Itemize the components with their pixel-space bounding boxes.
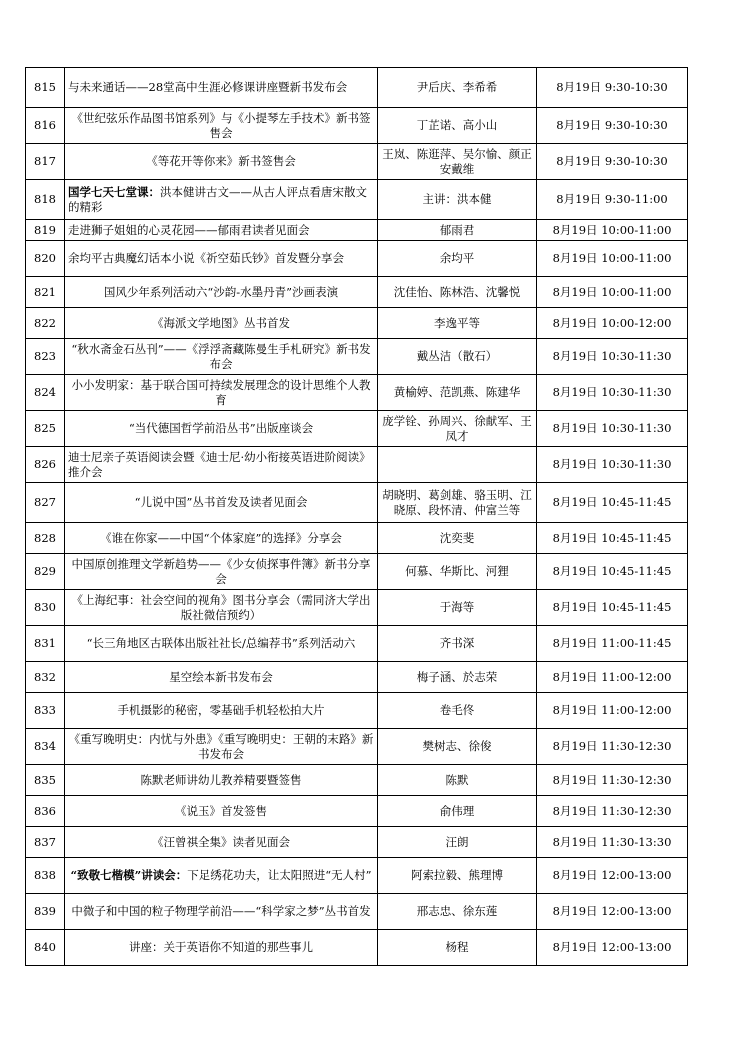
event-title: [65, 523, 378, 554]
event-number: 817: [26, 144, 65, 180]
event-speakers: 阿索拉毅、熊理博: [378, 858, 537, 894]
event-time: 8月19日 10:00-11:00: [537, 277, 688, 308]
event-time: 8月19日 11:30-12:30: [537, 796, 688, 827]
event-number: 818: [26, 180, 65, 220]
event-title-text: 讲座：关于英语你不知道的那些事儿: [129, 940, 313, 954]
event-title: [65, 220, 378, 241]
event-title: [65, 894, 378, 930]
event-title-text: 迪士尼亲子英语阅读会暨《迪士尼·幼小衔接英语进阶阅读》推介会: [68, 449, 371, 479]
event-number: 837: [26, 827, 65, 858]
event-title: [65, 590, 378, 626]
event-series-label: “致敬七楷模”讲读会：: [70, 868, 188, 882]
event-speakers: 汪朗: [378, 827, 537, 858]
event-title: [65, 375, 378, 411]
table-row: [26, 796, 688, 827]
table-row: [26, 590, 688, 626]
event-title: [65, 796, 378, 827]
event-number: 821: [26, 277, 65, 308]
event-speakers: 尹后庆、李希希: [378, 68, 537, 108]
event-speakers: 庞学铨、孙周兴、徐献军、王凤才: [378, 411, 537, 447]
event-number: 833: [26, 693, 65, 729]
event-speakers: 陈默: [378, 765, 537, 796]
event-title: [65, 68, 378, 108]
event-title-text: 《世纪弦乐作品图书馆系列》与《小提琴左手技术》新书签售会: [71, 110, 371, 140]
event-speakers: 沈奕斐: [378, 523, 537, 554]
event-number: 820: [26, 241, 65, 277]
event-speakers: 胡晓明、葛剑雄、骆玉明、江晓原、段怀清、仲富兰等: [378, 483, 537, 523]
event-series-label: 国学七天七堂课：: [68, 184, 160, 199]
event-title-text: 星空绘本新书发布会: [169, 669, 273, 684]
event-time: 8月19日 12:00-13:00: [537, 930, 688, 966]
table-row: [26, 308, 688, 339]
table-row: [26, 180, 688, 220]
event-time: 8月19日 12:00-13:00: [537, 894, 688, 930]
event-speakers: 梅子涵、於志荣: [378, 662, 537, 693]
event-speakers: 王岚、陈逛萍、吴尔愉、颜正安戴维: [378, 144, 537, 180]
event-schedule-table: [25, 67, 688, 966]
event-title-text: 中微子和中国的粒子物理学前沿——“科学家之梦”丛书首发: [71, 904, 371, 918]
event-time: 8月19日 11:30-12:30: [537, 765, 688, 796]
event-title: [65, 483, 378, 523]
event-time: 8月19日 10:30-11:30: [537, 375, 688, 411]
event-time: 8月19日 11:30-13:30: [537, 827, 688, 858]
table-row: [26, 729, 688, 765]
event-time: 8月19日 10:45-11:45: [537, 483, 688, 523]
event-number: 815: [26, 68, 65, 108]
event-title-text: 余均平古典魔幻话本小说《祈空茹氏钞》首发暨分享会: [68, 251, 344, 265]
event-time: 8月19日 9:30-10:30: [537, 108, 688, 144]
table-row: [26, 277, 688, 308]
event-speakers: 俞伟理: [378, 796, 537, 827]
event-time: 8月19日 11:00-11:45: [537, 626, 688, 662]
event-title-text: “秋水斋金石丛刊”——《浮浮斋藏陈曼生手札研究》新书发布会: [71, 341, 371, 371]
event-time: 8月19日 9:30-10:30: [537, 144, 688, 180]
table-row: [26, 662, 688, 693]
event-title-text: “当代德国哲学前沿丛书”出版座谈会: [128, 421, 314, 435]
event-speakers: 樊树志、徐俊: [378, 729, 537, 765]
event-title-text: 陈默老师讲幼儿教养精要暨签售: [140, 772, 302, 787]
event-title-text: 《等花开等你来》新书签售会: [146, 154, 296, 168]
event-title: [65, 827, 378, 858]
event-number: 826: [26, 447, 65, 483]
event-title: [65, 765, 378, 796]
table-row: [26, 108, 688, 144]
event-time: 8月19日 9:30-10:30: [537, 68, 688, 108]
event-number: 834: [26, 729, 65, 765]
event-speakers: 杨程: [378, 930, 537, 966]
table-row: [26, 827, 688, 858]
event-speakers: 齐书深: [378, 626, 537, 662]
table-row: [26, 483, 688, 523]
event-number: 825: [26, 411, 65, 447]
table-row: [26, 523, 688, 554]
event-time: 8月19日 11:00-12:00: [537, 693, 688, 729]
event-title-text: 下足绣花功夫，让太阳照进“无人村”: [187, 868, 372, 882]
event-number: 835: [26, 765, 65, 796]
event-number: 830: [26, 590, 65, 626]
table-row: [26, 220, 688, 241]
event-number: 816: [26, 108, 65, 144]
table-row: [26, 765, 688, 796]
event-title-text: 走进狮子姐姐的心灵花园——郁雨君读者见面会: [68, 222, 310, 237]
event-title-text: 中国原创推理文学新趋势——《少女侦探事件簿》新书分享会: [71, 556, 371, 586]
event-title: [65, 144, 378, 180]
event-title: [65, 180, 378, 220]
event-speakers: 沈佳怡、陈林浩、沈馨悦: [378, 277, 537, 308]
table-row: [26, 693, 688, 729]
event-speakers: 戴丛洁（散石）: [378, 339, 537, 375]
event-speakers: 邢志忠、徐东莲: [378, 894, 537, 930]
event-title: [65, 693, 378, 729]
event-time: 8月19日 10:30-11:30: [537, 447, 688, 483]
event-title-text: 《汪曾祺全集》读者见面会: [152, 834, 290, 849]
event-title: [65, 626, 378, 662]
event-time: 8月19日 10:30-11:30: [537, 339, 688, 375]
event-title-text: 与未来通话——28堂高中生涯必修课讲座暨新书发布会: [68, 80, 348, 94]
event-number: 829: [26, 554, 65, 590]
event-time: 8月19日 11:30-12:30: [537, 729, 688, 765]
event-title-text: “儿说中国”丛书首发及读者见面会: [134, 495, 308, 509]
event-speakers: 丁芷诺、高小山: [378, 108, 537, 144]
event-speakers: 郁雨君: [378, 220, 537, 241]
event-title: [65, 411, 378, 447]
event-number: 832: [26, 662, 65, 693]
event-speakers: 于海等: [378, 590, 537, 626]
table-row: [26, 554, 688, 590]
event-title: [65, 108, 378, 144]
event-title-text: 《海派文学地图》丛书首发: [152, 315, 290, 330]
event-time: 8月19日 10:30-11:30: [537, 411, 688, 447]
event-number: 831: [26, 626, 65, 662]
event-title-text: “长三角地区古联体出版社社长/总编荐书”系列活动六: [86, 636, 356, 650]
event-speakers: [378, 447, 537, 483]
event-title: [65, 858, 378, 894]
event-number: 840: [26, 930, 65, 966]
event-title-text: 小小发明家：基于联合国可持续发展理念的设计思维个人教育: [71, 377, 371, 407]
event-time: 8月19日 9:30-11:00: [537, 180, 688, 220]
event-title: [65, 339, 378, 375]
table-row: [26, 930, 688, 966]
table-row: [26, 626, 688, 662]
event-time: 8月19日 11:00-12:00: [537, 662, 688, 693]
event-number: 836: [26, 796, 65, 827]
table-row: [26, 858, 688, 894]
event-number: 827: [26, 483, 65, 523]
event-speakers: 何慕、华斯比、河狸: [378, 554, 537, 590]
table-row: [26, 447, 688, 483]
table-row: [26, 144, 688, 180]
event-title: [65, 277, 378, 308]
event-time: 8月19日 10:00-11:00: [537, 220, 688, 241]
event-speakers: 主讲：洪本健: [378, 180, 537, 220]
event-time: 8月19日 10:45-11:45: [537, 590, 688, 626]
event-title-text: 《重写晚明史：内忧与外患》《重写晚明史：王朝的末路》新书发布会: [68, 731, 374, 761]
event-rows: [26, 68, 688, 966]
table-row: [26, 411, 688, 447]
event-time: 8月19日 10:45-11:45: [537, 523, 688, 554]
event-title-text: 《谁在你家——中国“个体家庭”的选择》分享会: [100, 530, 342, 545]
event-number: 839: [26, 894, 65, 930]
event-title: [65, 308, 378, 339]
event-title-text: 《上海纪事：社会空间的视角》图书分享会（需同济大学出版社微信预约）: [71, 592, 371, 622]
event-time: 8月19日 10:00-12:00: [537, 308, 688, 339]
event-speakers: 余均平: [378, 241, 537, 277]
event-number: 824: [26, 375, 65, 411]
event-title-text: 国风少年系列活动六“沙韵-水墨丹青”沙画表演: [103, 284, 339, 299]
event-number: 819: [26, 220, 65, 241]
event-time: 8月19日 12:00-13:00: [537, 858, 688, 894]
event-time: 8月19日 10:45-11:45: [537, 554, 688, 590]
table-row: [26, 68, 688, 108]
event-title: [65, 554, 378, 590]
event-title: [65, 241, 378, 277]
event-speakers: 卷毛佟: [378, 693, 537, 729]
event-title: [65, 662, 378, 693]
event-title-text: 手机摄影的秘密，零基础手机轻松拍大片: [117, 703, 325, 717]
event-title: [65, 447, 378, 483]
event-title-text: 洪本健讲古文——从古人评点看唐宋散文的精彩: [68, 184, 367, 214]
event-time: 8月19日 10:00-11:00: [537, 241, 688, 277]
event-title: [65, 930, 378, 966]
table-row: [26, 241, 688, 277]
table-row: [26, 375, 688, 411]
event-number: 822: [26, 308, 65, 339]
event-number: 828: [26, 523, 65, 554]
event-speakers: 李逸平等: [378, 308, 537, 339]
table-row: [26, 339, 688, 375]
event-title: [65, 729, 378, 765]
event-number: 823: [26, 339, 65, 375]
table-row: [26, 894, 688, 930]
event-title-text: 《说玉》首发签售: [175, 803, 267, 818]
event-number: 838: [26, 858, 65, 894]
event-speakers: 黄榆婷、范凯燕、陈建华: [378, 375, 537, 411]
